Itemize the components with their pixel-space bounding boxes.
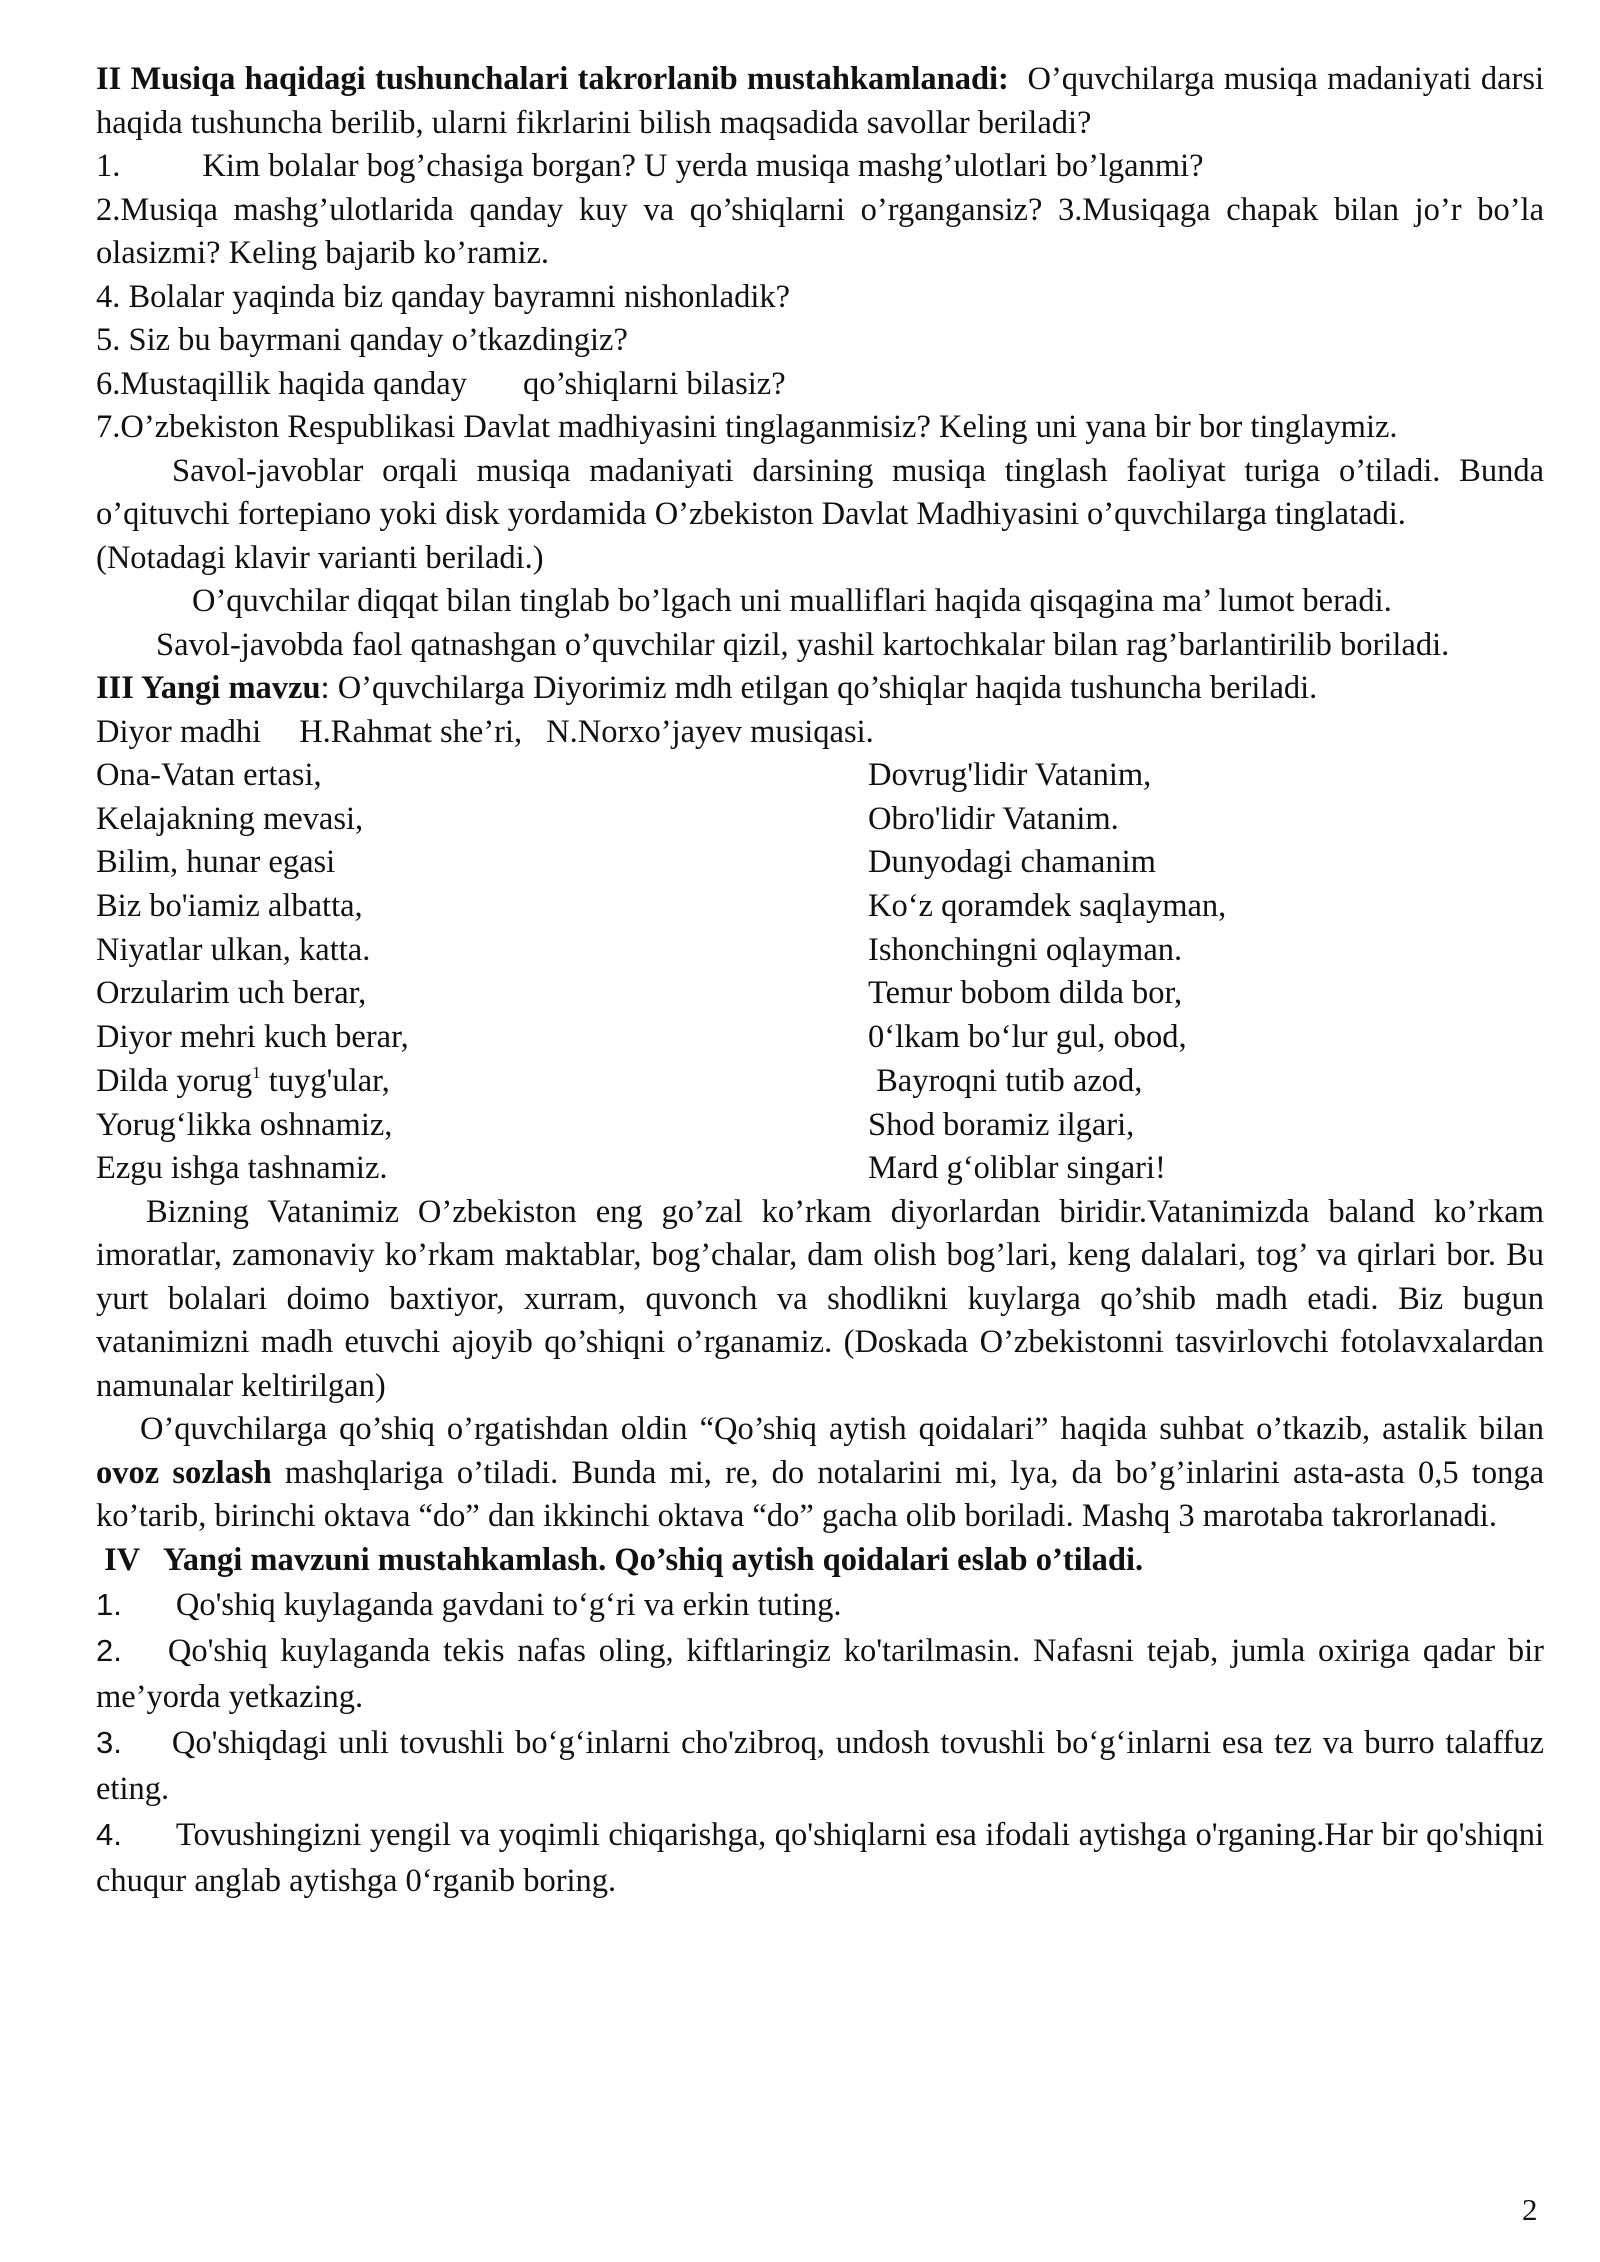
paragraph-voice-bold: ovoz sozlash bbox=[96, 1454, 272, 1491]
poem-line-text: tuyg'ular, bbox=[260, 1062, 390, 1099]
song-composer: N.Norxo’jayev musiqasi. bbox=[546, 713, 874, 750]
song-credits bbox=[96, 711, 1544, 755]
rule-text: Tovushingizni yengil va yoqimli chiqarishga, qo'shiqlarni esa ifodali aytishga o'rganing.Har bir qo'shiqni chuqur anglab aytishga 0‘rganib boring. bbox=[96, 1817, 1544, 1900]
poem-line: Yorug‘likka oshnamiz, bbox=[96, 1106, 393, 1143]
poem-line: Biz bo'iamiz albatta, bbox=[96, 888, 363, 925]
section-3-paragraph bbox=[96, 667, 1544, 711]
question-6 bbox=[96, 363, 1544, 407]
section-4-heading-line bbox=[96, 1539, 1544, 1583]
section-4-heading: IV Yangi mavzuni mustahkamlash. Qo’shiq aytish qoidalari eslab o’tiladi. bbox=[104, 1541, 1144, 1578]
poem-right-column bbox=[868, 754, 1544, 1191]
rule-text: Qo'shiqdagi unli tovushli bo‘g‘inlarni cho'zibroq, undosh tovushli bo‘g‘inlarni esa tez va burro talaffuz eting. bbox=[96, 1725, 1544, 1808]
poem-line: Ona-Vatan ertasi, bbox=[96, 757, 322, 793]
song-lyricist: H.Rahmat she’ri, bbox=[299, 713, 523, 750]
poem-line bbox=[96, 1060, 868, 1104]
section-2-intro: O’quvchilarga musiqa madaniyati darsi haqida tushuncha berilib, ularni fikrlarini bilish maqsadida savollar beriladi? bbox=[96, 61, 1544, 141]
paragraph-homeland: Bizning Vatanimiz O’zbekiston eng go’zal ko’rkam diyorlardan biridir.Vatanimizda baland ko’rkam imoratlar, zamonaviy ko’rkam maktablar, bog’chalar, dam olish bog’lari, keng dalalari, tog’ va qirlari bor. Bu yurt bolalari doimo baxtiyor, xurram, quvonch va shodlikni kuylarga qo’shib madh etadi. Biz bugun vatanimizni madh etuvchi ajoyib qo’shiqni o’rganamiz. (Doskada O’zbekistonni tasvirlovchi fotolavxalardan namunalar keltirilgan) bbox=[96, 1193, 1544, 1404]
paragraph-voice-text-a: O’quvchilarga qo’shiq o’rgatishdan oldin “Qo’shiq aytish qoidalari” haqida suhbat o’tkazib, astalik bilan bbox=[140, 1411, 1544, 1448]
poem-left-column bbox=[96, 754, 868, 1191]
paragraph-note: (Notadagi klavir varianti beriladi.) bbox=[96, 539, 544, 576]
rule-item bbox=[96, 1628, 1544, 1720]
question-2-3: 2.Musiqa mashg’ulotlarida qanday kuy va qo’shiqlarni o’rgangansiz? 3.Musiqaga chapak bilan jo’r bo’la olasizmi? Keling bajarib ko’ramiz. bbox=[96, 191, 1544, 271]
poem-line: Shod boramiz ilgari, bbox=[868, 1106, 1135, 1143]
section-2-paragraph bbox=[96, 58, 1544, 145]
question-6-part-b: qo’shiqlarni bilasiz? bbox=[522, 365, 786, 402]
poem-line: Dunyodagi chamanim bbox=[868, 844, 1156, 881]
poem-line: Temur bobom dilda bor, bbox=[868, 975, 1183, 1012]
rule-text: Qo'shiq kuylaganda tekis nafas oling, kiftlaringiz ko'tarilmasin. Nafasni tejab, jumla oxiriga qadar bir me’yorda yetkazing. bbox=[96, 1633, 1544, 1716]
poem-line: Orzularim uch berar, bbox=[96, 975, 367, 1012]
rule-number: 4. bbox=[96, 1817, 122, 1853]
poem-line-text: Dilda yorug bbox=[96, 1062, 253, 1099]
question-5: 5. Siz bu bayrmani qanday o’tkazdingiz? bbox=[96, 322, 628, 358]
question-1 bbox=[96, 145, 1544, 189]
page-number: 2 bbox=[1522, 2192, 1538, 2227]
section-3-colon: : bbox=[320, 670, 330, 706]
rule-number: 3. bbox=[96, 1725, 122, 1761]
poem-line: Diyor mehri kuch berar, bbox=[96, 1019, 409, 1056]
poem-line: Bilim, hunar egasi bbox=[96, 844, 336, 881]
section-3-heading: III Yangi mavzu bbox=[96, 670, 321, 706]
poem-line: Kelajakning mevasi, bbox=[96, 800, 364, 837]
rule-item bbox=[96, 1812, 1544, 1904]
poem-line: Dovrug'lidir Vatanim, bbox=[868, 757, 1152, 793]
question-7: 7.O’zbekiston Respublikasi Davlat madhiyasini tinglaganmisiz? Keling uni yana bir bor tinglaymiz. bbox=[96, 409, 1398, 445]
poem-line: Ezgu ishga tashnamiz. bbox=[96, 1150, 388, 1187]
poem-line: Ko‘z qoramdek saqlayman, bbox=[868, 888, 1227, 925]
question-6-part-a: 6.Mustaqillik haqida qanday bbox=[96, 365, 467, 402]
question-1-text: Kim bolalar bog’chasiga borgan? U yerda musiqa mashg’ulotlari bo’lganmi? bbox=[202, 148, 1204, 184]
question-1-number: 1. bbox=[96, 148, 121, 184]
song-title: Diyor madhi bbox=[96, 713, 262, 750]
section-3-intro: O’quvchilarga Diyorimiz mdh etilgan qo’shiqlar haqida tushuncha beriladi. bbox=[337, 670, 1318, 706]
poem-line: 0‘lkam bo‘lur gul, obod, bbox=[868, 1019, 1187, 1056]
document-page bbox=[96, 58, 1544, 1904]
paragraph-authors: O’quvchilar diqqat bilan tinglab bo’lgach uni mualliflari haqida qisqagina ma’ lumot beradi. bbox=[192, 583, 1392, 619]
section-2-heading: II Musiqa haqidagi tushunchalari takrorlanib mustahkamlanadi: bbox=[96, 61, 1009, 97]
rule-number: 1. bbox=[96, 1587, 122, 1623]
poem-line: Ishonchingni oqlayman. bbox=[868, 931, 1183, 968]
rule-text: Qo'shiq kuylaganda gavdani to‘g‘ri va erkin tuting. bbox=[175, 1587, 842, 1624]
paragraph-voice-warmup bbox=[96, 1408, 1544, 1539]
rule-item bbox=[96, 1720, 1544, 1812]
question-4: 4. Bolalar yaqinda biz qanday bayramni nishonladik? bbox=[96, 278, 791, 315]
rule-item bbox=[96, 1582, 1544, 1628]
rule-number: 2. bbox=[96, 1633, 122, 1669]
paragraph-voice-text-b: mashqlariga o’tiladi. Bunda mi, re, do notalarini mi, lya, da bo’g’inlarini asta-asta 0,5 tonga ko’tarib, birinchi oktava “do” dan ikkinchi oktava “do” gacha olib boriladi. Mashq 3 marotaba takrorlanadi. bbox=[96, 1454, 1545, 1535]
poem bbox=[96, 754, 1544, 1191]
poem-line: Niyatlar ulkan, katta. bbox=[96, 931, 371, 968]
paragraph-reward: Savol-javobda faol qatnashgan o’quvchilar qizil, yashil kartochkalar bilan rag’barlantirilib boriladi. bbox=[156, 626, 1450, 663]
poem-line: Mard g‘oliblar singari! bbox=[868, 1150, 1166, 1187]
footnote-marker: 1 bbox=[252, 1062, 261, 1082]
rules-list bbox=[96, 1582, 1544, 1904]
paragraph-listening: Savol-javoblar orqali musiqa madaniyati darsining musiqa tinglash faoliyat turiga o’tiladi. Bunda o’qituvchi fortepiano yoki disk yordamida O’zbekiston Davlat Madhiyasini o’quvchilarga tinglatadi. bbox=[96, 452, 1544, 532]
poem-line: Bayroqni tutib azod, bbox=[868, 1062, 1143, 1099]
poem-line: Obro'lidir Vatanim. bbox=[868, 800, 1119, 837]
